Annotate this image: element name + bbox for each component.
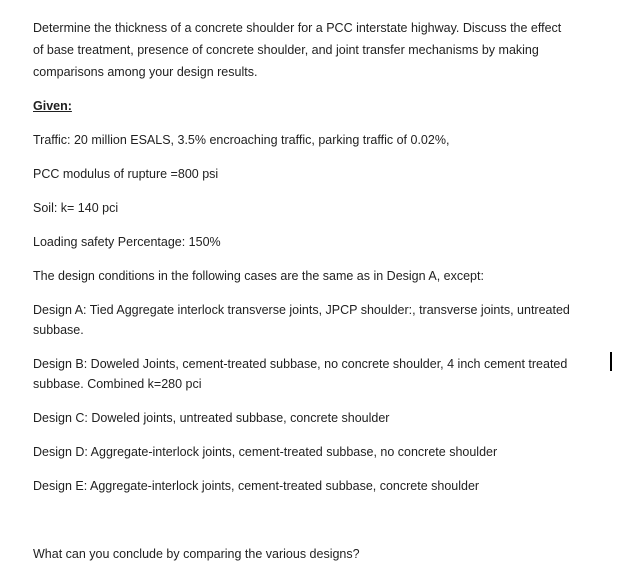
design-e: Design E: Aggregate-interlock joints, cement-treated subbase, concrete shoulder [33, 479, 480, 493]
intro-line-2: of base treatment, presence of concrete shoulder, and joint transfer mechanisms by making [33, 43, 539, 57]
design-b-line-2: subbase. Combined k=280 pci [33, 377, 202, 391]
design-b-line-1: Design B: Doweled Joints, cement-treated subbase, no concrete shoulder, 4 inch cement treated [33, 357, 568, 371]
given-heading: Given: [33, 99, 72, 113]
given-safety: Loading safety Percentage: 150% [33, 235, 221, 249]
given-traffic: Traffic: 20 million ESALS, 3.5% encroaching traffic, parking traffic of 0.02%, [33, 133, 450, 147]
given-conditions: The design conditions in the following cases are the same as in Design A, except: [33, 269, 484, 283]
design-a-line-1: Design A: Tied Aggregate interlock transverse joints, JPCP shoulder:, transverse joints, untreated [33, 303, 570, 317]
design-d: Design D: Aggregate-interlock joints, cement-treated subbase, no concrete shoulder [33, 445, 498, 459]
design-c: Design C: Doweled joints, untreated subbase, concrete shoulder [33, 411, 390, 425]
question: What can you conclude by comparing the various designs? [33, 547, 360, 561]
intro-line-3: comparisons among your design results. [33, 65, 258, 79]
design-a-line-2: subbase. [33, 323, 84, 337]
given-soil: Soil: k= 140 pci [33, 201, 119, 215]
intro-line-1: Determine the thickness of a concrete shoulder for a PCC interstate highway. Discuss the effect [33, 21, 562, 35]
text-cursor [610, 352, 612, 371]
given-modulus: PCC modulus of rupture =800 psi [33, 167, 219, 181]
